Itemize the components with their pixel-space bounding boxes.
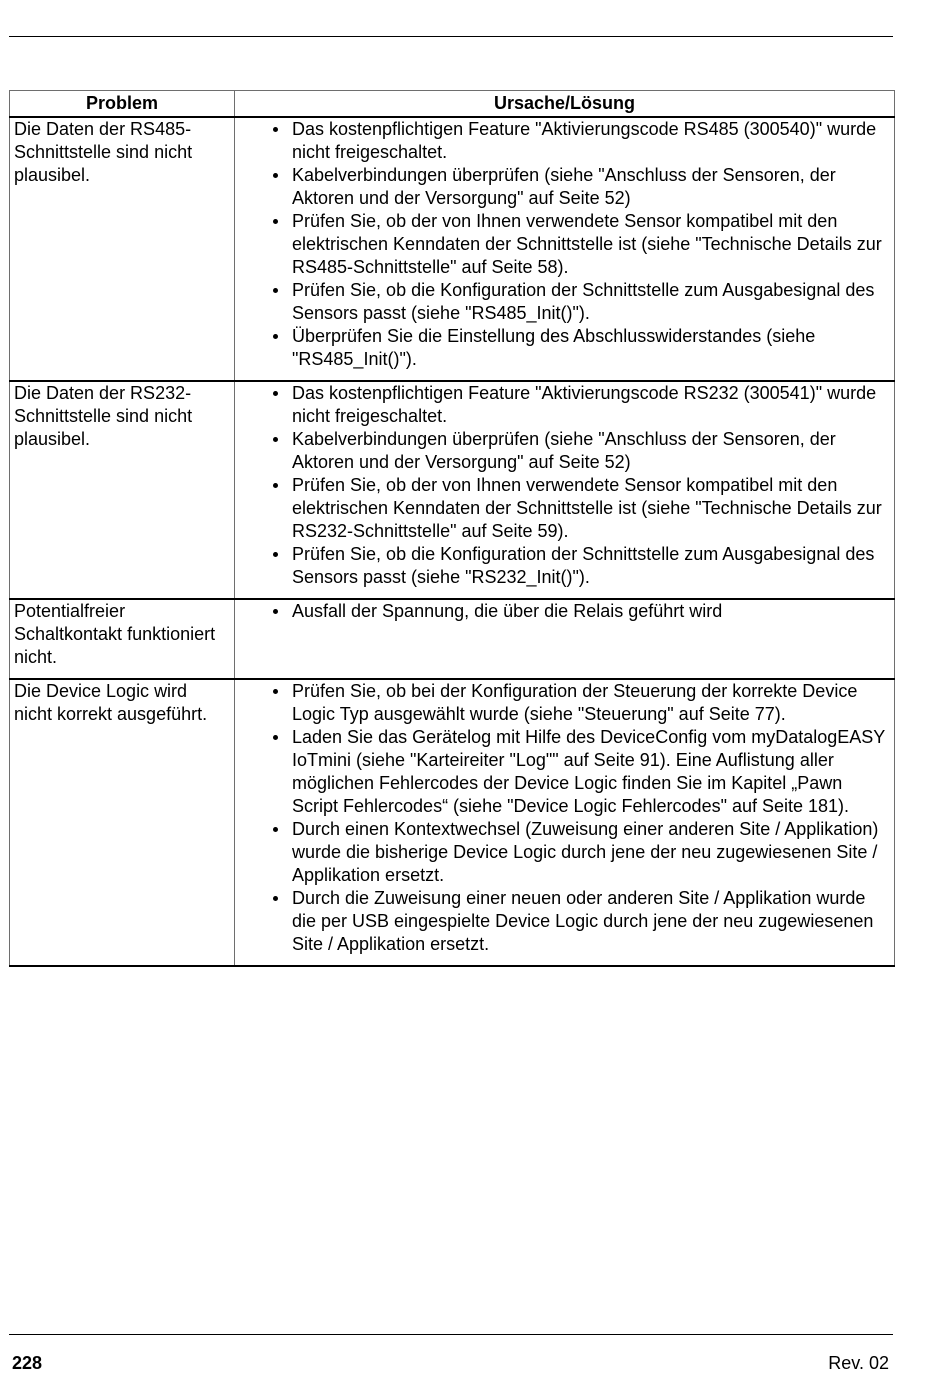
list-item-text: Prüfen Sie, ob der von Ihnen verwendete Sensor kompatibel mit den elektrischen Kenndaten der Schnittstelle ist (siehe "Technische Details zur RS485-Schnittstelle" auf Seite 58).: [292, 211, 882, 277]
cause-list: [239, 600, 890, 623]
list-item: [292, 325, 890, 371]
bullet-icon: [273, 391, 278, 396]
cause-cell: [235, 117, 895, 381]
list-item: [292, 474, 890, 543]
table-header-row: [10, 91, 895, 118]
list-item: [292, 600, 890, 623]
list-item: [292, 726, 890, 818]
revision-label: Rev. 02: [828, 1353, 889, 1373]
bullet-icon: [273, 896, 278, 901]
footer-rule: [9, 1334, 893, 1335]
bullet-icon: [273, 437, 278, 442]
problem-cell: Die Device Logic wird nicht korrekt ausgeführt.: [10, 679, 235, 966]
troubleshooting-table: [9, 90, 895, 967]
list-item-text: Das kostenpflichtigen Feature "Aktivierungscode RS232 (300541)" wurde nicht freigeschaltet.: [292, 383, 877, 426]
list-item: [292, 118, 890, 164]
cause-list: [239, 118, 890, 371]
list-item: [292, 543, 890, 589]
cause-cell: [235, 599, 895, 679]
problem-cell: Die Daten der RS232-Schnittstelle sind nicht plausibel.: [10, 381, 235, 599]
table-row: [10, 679, 895, 966]
list-item-text: Ausfall der Spannung, die über die Relais geführt wird: [292, 601, 723, 621]
list-item-text: Überprüfen Sie die Einstellung des Abschlusswiderstandes (siehe "RS485_Init()").: [292, 326, 816, 369]
page-number: 228: [12, 1353, 43, 1373]
list-item-text: Durch einen Kontextwechsel (Zuweisung einer anderen Site / Applikation) wurde die bisherige Device Logic durch jene der neu zugewiesenen Site / Applikation ersetzt.: [292, 819, 879, 885]
list-item-text: Laden Sie das Gerätelog mit Hilfe des DeviceConfig vom myDatalogEASY IoTmini (siehe "Karteireiter "Log"" auf Seite 91). Eine Auflistung aller möglichen Fehlercodes der Device Logic finden Sie im Kapitel „Pawn Script Fehlercodes“ (siehe "Device Logic Fehlercodes" auf Seite 181).: [292, 727, 885, 816]
cause-cell: [235, 381, 895, 599]
header-problem: Problem: [10, 91, 235, 118]
bullet-icon: [273, 483, 278, 488]
list-item-text: Das kostenpflichtigen Feature "Aktivierungscode RS485 (300540)" wurde nicht freigeschaltet.: [292, 119, 877, 162]
bullet-icon: [273, 552, 278, 557]
header-rule: [9, 36, 893, 37]
bullet-icon: [273, 689, 278, 694]
list-item-text: Prüfen Sie, ob die Konfiguration der Schnittstelle zum Ausgabesignal des Sensors passt (siehe "RS485_Init()").: [292, 280, 875, 323]
list-item: [292, 680, 890, 726]
table-row: [10, 381, 895, 599]
bullet-icon: [273, 173, 278, 178]
bullet-icon: [273, 219, 278, 224]
bullet-icon: [273, 827, 278, 832]
cause-list: [239, 382, 890, 589]
list-item: [292, 164, 890, 210]
problem-cell: Potentialfreier Schaltkontakt funktioniert nicht.: [10, 599, 235, 679]
list-item-text: Prüfen Sie, ob die Konfiguration der Schnittstelle zum Ausgabesignal des Sensors passt (siehe "RS232_Init()").: [292, 544, 875, 587]
table-row: [10, 599, 895, 679]
list-item-text: Prüfen Sie, ob der von Ihnen verwendete Sensor kompatibel mit den elektrischen Kenndaten der Schnittstelle ist (siehe "Technische Details zur RS232-Schnittstelle" auf Seite 59).: [292, 475, 882, 541]
list-item: [292, 210, 890, 279]
bullet-icon: [273, 127, 278, 132]
list-item-text: Prüfen Sie, ob bei der Konfiguration der Steuerung der korrekte Device Logic Typ ausgewählt wurde (siehe "Steuerung" auf Seite 77).: [292, 681, 858, 724]
list-item-text: Kabelverbindungen überprüfen (siehe "Anschluss der Sensoren, der Aktoren und der Versorgung" auf Seite 52): [292, 165, 836, 208]
problem-cell: Die Daten der RS485-Schnittstelle sind nicht plausibel.: [10, 117, 235, 381]
bullet-icon: [273, 334, 278, 339]
bullet-icon: [273, 288, 278, 293]
list-item: [292, 428, 890, 474]
list-item: [292, 887, 890, 956]
list-item-text: Durch die Zuweisung einer neuen oder anderen Site / Applikation wurde die per USB eingespielte Device Logic durch jene der neu zugewiesenen Site / Applikation ersetzt.: [292, 888, 874, 954]
bullet-icon: [273, 735, 278, 740]
table-row: [10, 117, 895, 381]
list-item: [292, 818, 890, 887]
bullet-icon: [273, 609, 278, 614]
cause-list: [239, 680, 890, 956]
list-item-text: Kabelverbindungen überprüfen (siehe "Anschluss der Sensoren, der Aktoren und der Versorgung" auf Seite 52): [292, 429, 836, 472]
cause-cell: [235, 679, 895, 966]
header-cause-solution: Ursache/Lösung: [235, 91, 895, 118]
list-item: [292, 382, 890, 428]
list-item: [292, 279, 890, 325]
